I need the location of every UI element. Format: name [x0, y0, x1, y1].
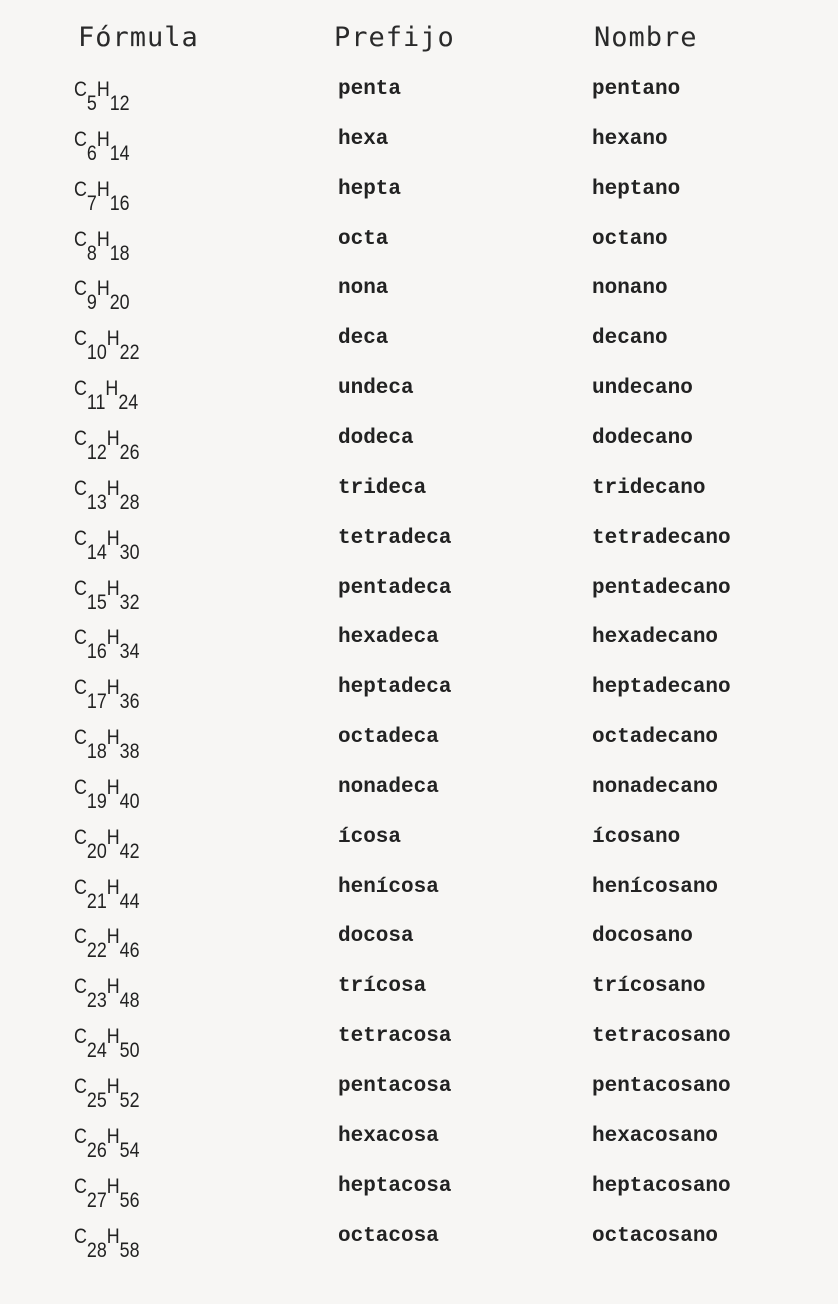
carbon-count: 6 — [86, 141, 97, 165]
prefix-cell: tetradeca — [338, 526, 452, 550]
prefix-cell: heptadeca — [338, 676, 452, 700]
formula-cell — [74, 975, 140, 1013]
formula-cell — [74, 327, 140, 365]
name-cell: heptadecano — [592, 676, 731, 700]
carbon-count: 21 — [86, 889, 107, 913]
table-row — [0, 327, 838, 377]
carbon-symbol: C — [74, 825, 87, 849]
carbon-count: 8 — [86, 241, 97, 265]
table-row — [0, 1075, 838, 1125]
hydrogen-count: 28 — [119, 490, 140, 514]
hydrogen-count: 42 — [119, 839, 140, 863]
table-row — [0, 228, 838, 278]
table-row — [0, 925, 838, 975]
hydrogen-symbol: H — [96, 227, 110, 251]
carbon-symbol: C — [74, 726, 87, 750]
name-cell: octacosano — [592, 1224, 719, 1248]
hydrogen-count: 40 — [119, 789, 140, 813]
prefix-cell: hexacosa — [338, 1124, 439, 1148]
table-row — [0, 776, 838, 826]
formula-cell — [74, 1174, 140, 1212]
header-prefix: Prefijo — [334, 22, 455, 53]
hydrogen-symbol: H — [106, 526, 120, 550]
formula-cell — [74, 576, 140, 614]
hydrogen-symbol: H — [106, 1124, 120, 1148]
carbon-symbol: C — [74, 676, 87, 700]
table-row — [0, 975, 838, 1025]
carbon-count: 5 — [86, 92, 97, 115]
formula-cell — [74, 825, 140, 863]
table-row — [0, 277, 838, 327]
carbon-symbol: C — [74, 1174, 87, 1198]
formula-cell — [74, 1025, 140, 1063]
carbon-count: 11 — [86, 391, 106, 415]
table-row — [0, 377, 838, 427]
hydrogen-symbol: H — [106, 975, 120, 999]
table-row — [0, 427, 838, 477]
prefix-cell: henícosa — [338, 875, 439, 899]
hydrogen-count: 48 — [119, 989, 140, 1013]
hydrogen-count: 38 — [119, 740, 140, 764]
carbon-count: 22 — [86, 939, 107, 963]
carbon-symbol: C — [74, 277, 87, 301]
prefix-cell: docosa — [338, 925, 414, 949]
name-cell: pentadecano — [592, 576, 731, 600]
prefix-cell: octacosa — [338, 1224, 439, 1248]
name-cell: pentano — [592, 78, 681, 101]
prefix-cell: penta — [338, 78, 402, 101]
carbon-count: 14 — [86, 540, 107, 564]
table-row — [0, 1125, 838, 1175]
hydrogen-symbol: H — [96, 78, 110, 101]
hydrogen-symbol: H — [106, 476, 120, 500]
name-cell: hexadecano — [592, 626, 719, 650]
carbon-symbol: C — [74, 1124, 87, 1148]
hydrogen-symbol: H — [106, 1025, 120, 1049]
name-cell: octano — [592, 227, 668, 251]
carbon-symbol: C — [74, 327, 87, 351]
name-cell: docosano — [592, 925, 693, 949]
formula-cell — [74, 476, 140, 514]
name-cell: nonadecano — [592, 775, 719, 799]
name-cell: undecano — [592, 377, 693, 401]
name-cell: pentacosano — [592, 1075, 731, 1098]
name-cell: ícosano — [592, 825, 681, 849]
table-row — [0, 1225, 838, 1275]
carbon-symbol: C — [74, 576, 87, 600]
hydrogen-count: 18 — [109, 241, 130, 265]
hydrogen-count: 44 — [119, 889, 140, 913]
name-cell: hexacosano — [592, 1124, 719, 1148]
table-row — [0, 178, 838, 228]
table-row — [0, 477, 838, 527]
prefix-cell: nonadeca — [338, 775, 439, 799]
hydrogen-count: 32 — [119, 590, 140, 614]
prefix-cell: deca — [338, 327, 389, 351]
table-row — [0, 128, 838, 178]
name-cell: heptacosano — [592, 1174, 731, 1198]
hydrogen-symbol: H — [106, 1174, 120, 1198]
prefix-cell: octa — [338, 227, 389, 251]
name-cell: hexano — [592, 127, 668, 151]
hydrogen-count: 54 — [119, 1138, 140, 1162]
formula-cell — [74, 127, 130, 165]
table-row — [0, 577, 838, 627]
carbon-count: 26 — [86, 1138, 107, 1162]
carbon-symbol: C — [74, 875, 87, 899]
prefix-cell: octadeca — [338, 726, 439, 750]
formula-cell — [74, 426, 140, 464]
prefix-cell: pentadeca — [338, 576, 452, 600]
table-row — [0, 527, 838, 577]
table-row — [0, 726, 838, 776]
formula-cell — [74, 78, 130, 115]
table-row — [0, 876, 838, 926]
hydrogen-count: 24 — [118, 391, 139, 415]
hydrogen-symbol: H — [106, 875, 120, 899]
name-cell: trícosano — [592, 975, 706, 999]
formula-cell — [74, 1124, 140, 1162]
formula-cell — [74, 1075, 140, 1112]
carbon-count: 19 — [86, 789, 107, 813]
hydrogen-symbol: H — [106, 1224, 120, 1248]
carbon-symbol: C — [74, 1025, 87, 1049]
hydrogen-symbol: H — [105, 377, 119, 401]
carbon-count: 16 — [86, 640, 107, 664]
hydrogen-symbol: H — [106, 1075, 120, 1098]
carbon-symbol: C — [74, 925, 87, 949]
table-row — [0, 1025, 838, 1075]
carbon-symbol: C — [74, 78, 87, 101]
carbon-count: 9 — [86, 291, 97, 315]
carbon-symbol: C — [74, 775, 87, 799]
formula-cell — [74, 177, 130, 215]
hydrogen-count: 50 — [119, 1039, 140, 1063]
name-cell: octadecano — [592, 726, 719, 750]
carbon-count: 15 — [86, 590, 107, 614]
formula-cell — [74, 925, 140, 963]
formula-cell — [74, 875, 140, 913]
hydrogen-count: 14 — [109, 141, 130, 165]
carbon-symbol: C — [74, 377, 87, 401]
hydrogen-symbol: H — [106, 825, 120, 849]
prefix-cell: tetracosa — [338, 1025, 452, 1049]
table-row — [0, 78, 838, 128]
name-cell: tridecano — [592, 476, 706, 500]
prefix-cell: hexa — [338, 127, 389, 151]
carbon-symbol: C — [74, 1075, 87, 1098]
carbon-symbol: C — [74, 975, 87, 999]
hydrogen-symbol: H — [106, 327, 120, 351]
formula-cell — [74, 775, 140, 813]
carbon-symbol: C — [74, 426, 87, 450]
carbon-count: 18 — [86, 740, 107, 764]
hydrogen-symbol: H — [106, 726, 120, 750]
carbon-symbol: C — [74, 526, 87, 550]
carbon-count: 23 — [86, 989, 107, 1013]
prefix-cell: undeca — [338, 377, 414, 401]
formula-cell — [74, 526, 140, 564]
carbon-symbol: C — [74, 626, 87, 650]
carbon-count: 27 — [86, 1188, 107, 1212]
name-cell: tetracosano — [592, 1025, 731, 1049]
prefix-cell: hepta — [338, 177, 402, 201]
hydrogen-symbol: H — [106, 576, 120, 600]
carbon-count: 25 — [86, 1089, 107, 1112]
name-cell: henícosano — [592, 875, 719, 899]
hydrogen-count: 34 — [119, 640, 140, 664]
carbon-symbol: C — [74, 476, 87, 500]
formula-cell — [74, 377, 139, 415]
table-row — [0, 676, 838, 726]
table-row — [0, 1175, 838, 1225]
hydrogen-count: 30 — [119, 540, 140, 564]
hydrogen-symbol: H — [96, 277, 110, 301]
formula-cell — [74, 1224, 140, 1262]
name-cell: dodecano — [592, 426, 693, 450]
name-cell: nonano — [592, 277, 668, 301]
hydrogen-symbol: H — [106, 426, 120, 450]
prefix-cell: trícosa — [338, 975, 427, 999]
hydrogen-count: 56 — [119, 1188, 140, 1212]
carbon-count: 13 — [86, 490, 107, 514]
prefix-cell: hexadeca — [338, 626, 439, 650]
formula-cell — [74, 227, 130, 265]
formula-cell — [74, 626, 140, 664]
carbon-symbol: C — [74, 1224, 87, 1248]
hydrogen-count: 46 — [119, 939, 140, 963]
carbon-count: 12 — [86, 440, 107, 464]
carbon-count: 28 — [86, 1238, 107, 1262]
prefix-cell: dodeca — [338, 426, 414, 450]
carbon-symbol: C — [74, 227, 87, 251]
table-row — [0, 626, 838, 676]
prefix-cell: heptacosa — [338, 1174, 452, 1198]
name-cell: decano — [592, 327, 668, 351]
hydrogen-count: 22 — [119, 341, 140, 365]
formula-cell — [74, 676, 140, 714]
prefix-cell: pentacosa — [338, 1075, 452, 1098]
formula-cell — [74, 277, 130, 315]
carbon-symbol: C — [74, 127, 87, 151]
hydrogen-symbol: H — [106, 626, 120, 650]
formula-cell — [74, 726, 140, 764]
header-name: Nombre — [594, 22, 698, 53]
header-formula: Fórmula — [78, 22, 199, 53]
table-row — [0, 826, 838, 876]
hydrogen-symbol: H — [106, 925, 120, 949]
prefix-cell: ícosa — [338, 825, 402, 849]
hydrogen-count: 12 — [109, 92, 130, 115]
hydrogen-symbol: H — [106, 775, 120, 799]
hydrogen-count: 58 — [119, 1238, 140, 1262]
hydrogen-count: 20 — [109, 291, 130, 315]
hydrogen-count: 16 — [109, 191, 130, 215]
carbon-count: 7 — [86, 191, 97, 215]
hydrogen-count: 26 — [119, 440, 140, 464]
hydrogen-symbol: H — [96, 127, 110, 151]
name-cell: tetradecano — [592, 526, 731, 550]
hydrogen-symbol: H — [96, 177, 110, 201]
carbon-count: 20 — [86, 839, 107, 863]
name-cell: heptano — [592, 177, 681, 201]
hydrogen-count: 36 — [119, 690, 140, 714]
prefix-cell: trideca — [338, 476, 427, 500]
prefix-cell: nona — [338, 277, 389, 301]
carbon-count: 24 — [86, 1039, 107, 1063]
hydrogen-symbol: H — [106, 676, 120, 700]
hydrogen-count: 52 — [119, 1089, 140, 1112]
carbon-count: 10 — [86, 341, 107, 365]
carbon-symbol: C — [74, 177, 87, 201]
carbon-count: 17 — [86, 690, 107, 714]
